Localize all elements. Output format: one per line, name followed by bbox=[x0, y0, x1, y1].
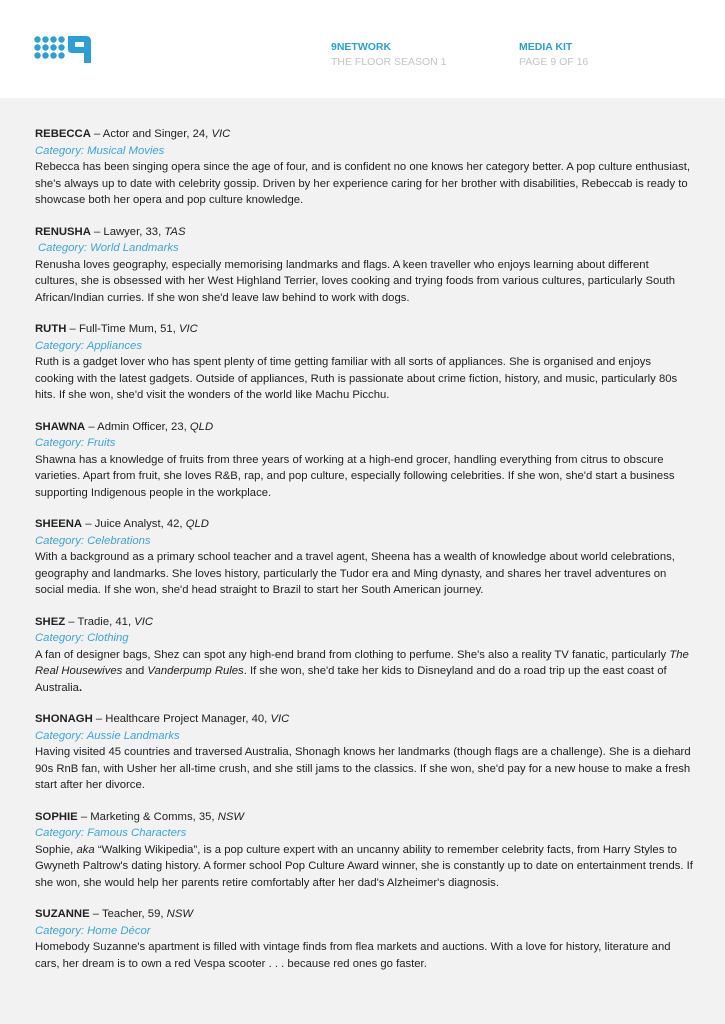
contestant-category: Category: Home Décor bbox=[35, 924, 151, 937]
header-mediakit-block bbox=[519, 40, 588, 70]
contestant-state: NSW bbox=[217, 810, 245, 823]
contestant-heading bbox=[35, 126, 693, 143]
page-number: PAGE 9 OF 16 bbox=[519, 56, 589, 68]
contestant-description: Ruth is a gadget lover who has spent plenty of time getting familiar with all sorts of appliances. She is organised and enjoys cooking with the latest gadgets. Outside of appliances, Ruth is passionate about crime fiction, history, and music, particularly 80s hits. If she won, she'd visit the wonders of the world like Machu Picchu. bbox=[35, 356, 678, 401]
contestant-description: Renusha loves geography, especially memorising landmarks and flags. A keen traveller who enjoys learning about different cultures, she is obsessed with her West Highland Terrier, loves cooking and trying foods from various cultures, particularly South African/Indian curries. If she won she'd leave law behind to work with dogs. bbox=[35, 258, 676, 304]
contestant-category: Category: Famous Characters bbox=[35, 827, 187, 839]
contestant-name: SHEZ bbox=[35, 615, 66, 628]
contestant-role: – Marketing & Comms, 35, bbox=[77, 810, 218, 823]
media-kit-title: MEDIA KIT bbox=[519, 41, 573, 53]
contestant-category: Category: Appliances bbox=[35, 339, 142, 352]
contestant-name: REBECCA bbox=[35, 128, 91, 140]
contestant-entry bbox=[35, 321, 693, 404]
network-title: 9NETWORK bbox=[331, 41, 392, 53]
contestant-state: VIC bbox=[178, 323, 198, 335]
show-title: THE FLOOR SEASON 1 bbox=[331, 56, 447, 68]
description-text: “Walking Wikipedia”, is a pop culture expert with an uncanny ability to remember celebrity facts, from Harry Styles to Gwyneth Paltrow's dating history. A former school Pop Culture Award winner, she is constantly up to date on entertainment trends. If she won, she would help her parents retire comfortably after her dad's Alzheimer's diagnosis. bbox=[35, 843, 693, 889]
contestant-list bbox=[35, 126, 693, 987]
contestant-heading bbox=[35, 224, 693, 241]
contestant-role: – Lawyer, 33, bbox=[90, 225, 165, 238]
contestant-role: – Admin Officer, 23, bbox=[85, 420, 190, 433]
contestant-entry bbox=[35, 614, 693, 697]
contestant-name: SHONAGH bbox=[35, 713, 93, 725]
contestant-entry bbox=[35, 224, 693, 307]
contestant-entry bbox=[35, 126, 693, 209]
contestant-name: SHAWNA bbox=[35, 420, 86, 433]
contestant-entry bbox=[35, 906, 693, 972]
contestant-role: – Full-Time Mum, 51, bbox=[66, 323, 179, 335]
aka-italic: aka bbox=[76, 843, 95, 856]
contestant-entry bbox=[35, 419, 693, 502]
description-text: . If she won, she'd take her kids to Disneyland and do a road trip up the east coast of Australia bbox=[35, 665, 667, 694]
contestant-role: – Tradie, 41, bbox=[65, 615, 135, 628]
contestant-role: – Healthcare Project Manager, 40, bbox=[92, 713, 271, 725]
contestant-description bbox=[35, 842, 693, 892]
contestant-role: – Teacher, 59, bbox=[89, 908, 167, 920]
contestant-heading bbox=[35, 614, 693, 631]
description-text: . bbox=[78, 681, 83, 694]
contestant-heading bbox=[35, 809, 693, 826]
contestant-role: – Juice Analyst, 42, bbox=[82, 518, 186, 530]
contestant-state: NSW bbox=[166, 908, 194, 920]
show-title-italic: The Real Housewives bbox=[35, 648, 689, 677]
nine-network-logo-icon bbox=[34, 36, 92, 69]
contestant-heading bbox=[35, 711, 693, 728]
contestant-state: VIC bbox=[270, 713, 290, 725]
contestant-heading bbox=[35, 419, 693, 436]
contestant-description: Shawna has a knowledge of fruits from three years of working at a high-end grocer, handling everything from citrus to obscure varieties. Apart from fruit, she loves R&B, rap, and pop culture, especially following celebrities. If she won, she'd start a business supporting Indigenous people in the workplace. bbox=[35, 453, 675, 499]
show-title-italic: Vanderpump Rules bbox=[147, 665, 244, 677]
description-text: A fan of designer bags, Shez can spot any high-end brand from clothing to perfume. She's also a reality TV fanatic, particularly bbox=[35, 648, 670, 661]
contestant-category: Category: Aussie Landmarks bbox=[35, 729, 180, 742]
contestant-description: Having visited 45 countries and traversed Australia, Shonagh knows her landmarks (though flags are a challenge). She is a diehard 90s RnB fan, with Usher her all-time crush, and she still jams to the classics. If she won, she'd pay for a new house to make a fresh start after her divorce. bbox=[35, 746, 691, 791]
contestant-name: SOPHIE bbox=[35, 810, 78, 823]
contestant-entry bbox=[35, 809, 693, 892]
contestant-role: – Actor and Singer, 24, bbox=[90, 128, 212, 140]
contestant-category: Category: Clothing bbox=[35, 632, 129, 644]
contestant-state: QLD bbox=[185, 518, 209, 530]
contestant-category: Category: Fruits bbox=[35, 437, 116, 449]
header-network-block bbox=[331, 40, 447, 70]
contestant-name: SHEENA bbox=[35, 518, 83, 530]
contestant-category: Category: Musical Movies bbox=[35, 144, 165, 157]
contestant-entry bbox=[35, 516, 693, 599]
contestant-state: VIC bbox=[134, 615, 154, 628]
contestant-entry bbox=[35, 711, 693, 794]
contestant-heading bbox=[35, 906, 693, 923]
description-text: and bbox=[122, 665, 148, 677]
contestant-heading bbox=[35, 516, 693, 533]
contestant-state: QLD bbox=[189, 420, 214, 433]
contestant-description: Rebecca has been singing opera since the age of four, and is confident no one knows her category better. A pop culture enthusiast, she's always up to date with celebrity gossip. Driven by her experience caring for her brother with disabilities, Rebeccab is ready to showcase both her opera and pop culture knowledge. bbox=[35, 161, 691, 206]
contestant-description: Homebody Suzanne's apartment is filled with vintage finds from flea markets and auctions. With a love for history, literature and cars, her dream is to own a red Vespa scooter . . . because red ones go faster. bbox=[35, 941, 671, 970]
contestant-name: SUZANNE bbox=[35, 908, 90, 920]
contestant-name: RUTH bbox=[35, 323, 67, 335]
contestant-category: Category: World Landmarks bbox=[38, 242, 179, 254]
contestant-description bbox=[35, 647, 693, 697]
contestant-state: TAS bbox=[164, 225, 186, 238]
page-header bbox=[0, 0, 725, 98]
contestant-category: Category: Celebrations bbox=[35, 534, 151, 547]
contestant-state: VIC bbox=[211, 128, 231, 140]
contestant-description: With a background as a primary school teacher and a travel agent, Sheena has a wealth of knowledge about world celebrations, geography and landmarks. She loves history, particularly the Tudor era and Ming dynasty, and shares her travel adventures on social media. If she won, she'd head straight to Brazil to start her South American journey. bbox=[35, 551, 675, 596]
description-text: Sophie, bbox=[35, 843, 77, 856]
contestant-heading bbox=[35, 321, 693, 338]
contestant-name: RENUSHA bbox=[35, 225, 91, 238]
